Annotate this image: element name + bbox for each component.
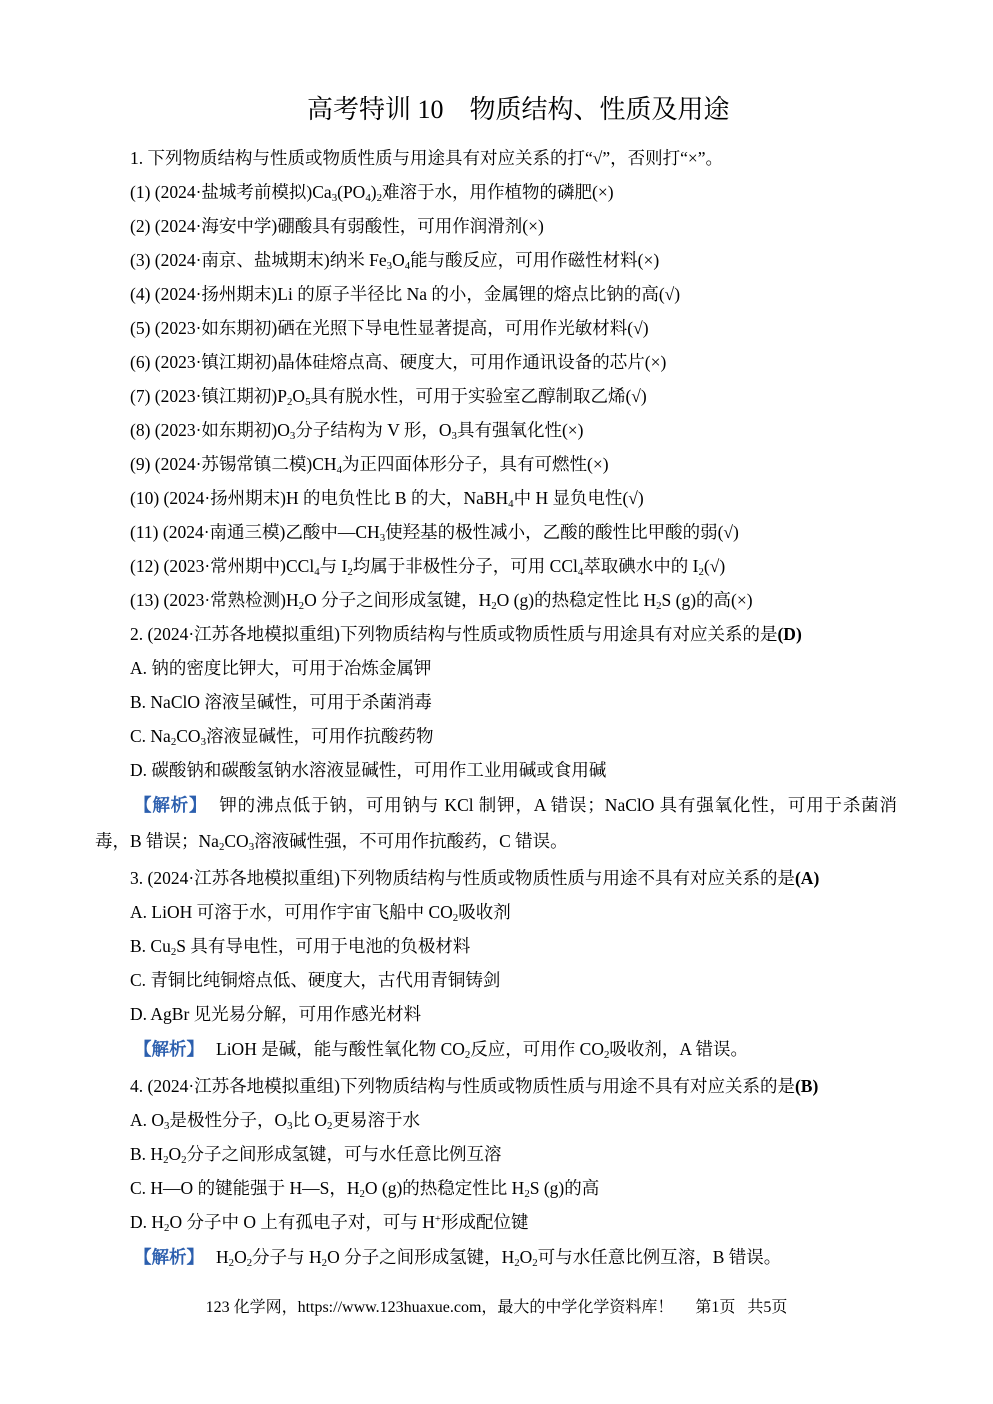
text-run: 4. (2024·江苏各地模拟重组)下列物质结构与性质或物质性质与用途不具有对应关系的是: [130, 1076, 795, 1096]
text-run: 均属于非极性分子，可用 CCl: [352, 556, 578, 576]
text-run: 具有强氧化性(×): [456, 420, 584, 440]
question-4-option-c: [95, 1171, 897, 1205]
text-run: 萃取碘水中的 I: [583, 556, 699, 576]
text-run: D. H: [130, 1212, 165, 1232]
analysis-label: 【解析】: [134, 795, 208, 815]
question-3-stem: [95, 861, 897, 895]
subscript: 2: [524, 1188, 530, 1201]
subscript: 2: [170, 946, 177, 959]
text-run: 反应，可用作 CO: [470, 1039, 604, 1059]
subscript: 5: [305, 396, 311, 409]
subscript: 2: [514, 1257, 520, 1270]
question-3-option-a: [95, 895, 897, 929]
subscript: 2: [327, 1120, 333, 1133]
text-run: (√): [703, 556, 726, 576]
question-1-item-12: [95, 549, 897, 583]
subscript: 2: [163, 1154, 169, 1167]
text-run: (10) (2024·扬州期末)H 的电负性比 B 的大，NaBH: [130, 488, 509, 508]
text-run: 更易溶于水: [332, 1110, 420, 1130]
text-run: 分子之间形成氢键，可与水任意比例互溶: [186, 1144, 502, 1164]
text-run: (PO: [337, 182, 366, 202]
question-1-item-4: [95, 277, 897, 311]
text-run: CO: [224, 831, 249, 851]
text-run: 钾的沸点低于钠，可用钠与 KCl 制钾，A 错误；NaClO 具有强氧化性，可用于杀菌消毒，B 错误；Na: [95, 795, 898, 851]
text-run: 为正四面体形分子，具有可燃性(×): [342, 454, 609, 474]
subscript: 2: [164, 1222, 170, 1235]
subscript: 4: [577, 566, 584, 579]
subscript: 2: [604, 1049, 610, 1062]
subscript: 4: [336, 464, 342, 477]
text-run: 能与酸反应，可用作磁性材料(×): [410, 250, 660, 270]
text-run: (9) (2024·苏锡常镇二模)CH: [130, 454, 337, 474]
question-2-stem: [95, 617, 897, 651]
text-run: S (g)的高(×): [661, 590, 753, 610]
subscript: 2: [656, 600, 662, 613]
subscript: 4: [314, 566, 320, 579]
text-run: B. H: [130, 1144, 164, 1164]
text-run: (12) (2023·常州期中)CCl: [130, 556, 315, 576]
text-run: S 具有导电性，可用于电池的负极材料: [176, 936, 471, 956]
text-run: (2) (2024·海安中学)硼酸具有弱酸性，可用作润滑剂(×): [130, 216, 544, 236]
text-run: 3. (2024·江苏各地模拟重组)下列物质结构与性质或物质性质与用途不具有对应关系的是: [130, 868, 795, 888]
text-run: A. O: [130, 1110, 165, 1130]
subscript: 2: [698, 566, 704, 579]
text-run: (1) (2024·盐城考前模拟)Ca: [130, 182, 332, 202]
question-1-item-6: [95, 345, 897, 379]
text-run: A. 钠的密度比钾大，可用于冶炼金属钾: [130, 658, 432, 678]
text-run: 可与水任意比例互溶，B 错误。: [537, 1247, 782, 1267]
question-1-item-8: [95, 413, 897, 447]
text-run: H: [216, 1247, 229, 1267]
text-run: O: [392, 250, 405, 270]
text-run: LiOH 是碱，能与酸性氧化物 CO: [216, 1039, 465, 1059]
question-3-analysis: [95, 1031, 897, 1067]
question-2-option-a: [95, 651, 897, 685]
subscript: 2: [170, 736, 177, 749]
subscript: 3: [451, 430, 457, 443]
subscript: 3: [289, 430, 296, 443]
subscript: 2: [321, 1257, 328, 1270]
text-run: O: [168, 1144, 182, 1164]
text-run: 难溶于水，用作植物的磷肥(×): [382, 182, 614, 202]
subscript: 2: [298, 600, 305, 613]
text-run: B. Cu: [130, 936, 171, 956]
text-run: (6) (2023·镇江期初)晶体硅熔点高、硬度大，可用作通讯设备的芯片(×): [130, 352, 667, 372]
question-2-option-d: [95, 753, 897, 787]
text-run: 1. 下列物质结构与性质或物质性质与用途具有对应关系的打“√”，否则打“×”。: [130, 148, 724, 168]
question-1-item-7: [95, 379, 897, 413]
question-1-item-1: [95, 175, 897, 209]
text-run: (7) (2023·镇江期初)P: [130, 386, 287, 406]
analysis-label: 【解析】: [134, 1039, 204, 1059]
subscript: 2: [287, 396, 293, 409]
footer-page-total: 共5页: [747, 1299, 788, 1316]
footer-page-number: 第1页: [695, 1299, 736, 1316]
text-run: O (g)的热稳定性比 H: [364, 1178, 525, 1198]
subscript: 3: [331, 192, 338, 205]
question-1-item-10: [95, 481, 897, 515]
text-run: B. NaClO 溶液呈碱性，可用于杀菌消毒: [130, 692, 432, 712]
text-run: 与 I: [319, 556, 348, 576]
text-run: (5) (2023·如东期初)硒在光照下导电性显著提高，可用作光敏材料(√): [130, 318, 649, 338]
text-run: O 分子之间形成氢键，H: [304, 590, 492, 610]
text-run: 是极性分子，O: [169, 1110, 288, 1130]
text-run: 2. (2024·江苏各地模拟重组)下列物质结构与性质或物质性质与用途具有对应关系的是: [130, 624, 778, 644]
text-run: 吸收剂，A 错误。: [609, 1039, 748, 1059]
text-run: C. H—O 的键能强于 H—S，H: [130, 1178, 360, 1198]
text-run: 溶液碱性强，不可用作抗酸药，C 错误。: [254, 831, 568, 851]
subscript: 2: [181, 1154, 187, 1167]
question-1-item-9: [95, 447, 897, 481]
question-1-item-2: [95, 209, 897, 243]
text-run: C. 青铜比纯铜熔点低、硬度大，古代用青铜铸剑: [130, 970, 501, 990]
text-run: A. LiOH 可溶于水，可用作宇宙飞船中 CO: [130, 902, 453, 922]
text-run: O 分子之间形成氢键，H: [327, 1247, 515, 1267]
question-1-item-11: [95, 515, 897, 549]
text-run: 使羟基的极性减小，乙酸的酸性比甲酸的弱(√): [385, 522, 739, 542]
subscript: 3: [386, 260, 393, 273]
question-4-option-a: [95, 1103, 897, 1137]
text-run: O: [292, 386, 306, 406]
subscript: 2: [376, 192, 382, 205]
text-run: S (g)的高: [529, 1178, 600, 1198]
text-run: (8) (2023·如东期初)O: [130, 420, 290, 440]
subscript: 3: [379, 532, 386, 545]
text-run: O: [519, 1247, 533, 1267]
text-run: O 分子中 O 上有孤电子对，可与 H: [169, 1212, 435, 1232]
subscript: 3: [248, 841, 255, 854]
subscript: 2: [491, 600, 497, 613]
question-4-option-d: [95, 1205, 897, 1239]
analysis-label: 【解析】: [134, 1247, 204, 1267]
subscript: 2: [464, 1049, 471, 1062]
answer-key: (B): [794, 1076, 819, 1096]
superscript: +: [434, 1213, 441, 1226]
text-run: O: [234, 1247, 247, 1267]
text-run: 溶液显碱性，可用作抗酸药物: [205, 726, 434, 746]
question-1-item-5: [95, 311, 897, 345]
question-1-item-3: [95, 243, 897, 277]
subscript: 4: [508, 498, 514, 511]
text-run: C. Na: [130, 726, 171, 746]
question-4-analysis: [95, 1239, 897, 1275]
question-2-option-c: [95, 719, 897, 753]
page-footer: [0, 1296, 993, 1320]
answer-key: (D): [777, 624, 802, 644]
question-3-option-d: [95, 997, 897, 1031]
subscript: 2: [228, 1257, 235, 1270]
text-run: (3) (2024·南京、盐城期末)纳米 Fe: [130, 250, 387, 270]
text-run: D. 碳酸钠和碳酸氢钠水溶液显碱性，可用作工业用碱或食用碱: [130, 760, 607, 780]
page-title: 高考特训 10 物质结构、性质及用途: [307, 95, 730, 124]
question-3-option-b: [95, 929, 897, 963]
text-run: O (g)的热稳定性比 H: [496, 590, 657, 610]
subscript: 3: [164, 1120, 170, 1133]
page-content: [95, 141, 897, 1277]
subscript: 2: [359, 1188, 365, 1201]
question-4-stem: [95, 1069, 897, 1103]
text-run: (13) (2023·常熟检测)H: [130, 590, 299, 610]
question-1-stem: [95, 141, 897, 175]
text-run: CO: [176, 726, 201, 746]
subscript: 4: [365, 192, 371, 205]
subscript: 3: [287, 1120, 293, 1133]
question-4-option-b: [95, 1137, 897, 1171]
text-run: 吸收剂: [458, 902, 511, 922]
text-run: (11) (2024·南通三模)乙酸中—CH: [130, 522, 380, 542]
subscript: 2: [452, 912, 459, 925]
question-2-analysis: [95, 787, 897, 859]
question-2-option-b: [95, 685, 897, 719]
text-run: 具有脱水性，可用于实验室乙醇制取乙烯(√): [310, 386, 647, 406]
text-run: 分子与 H: [252, 1247, 322, 1267]
footer-site-text: 123 化学网，https://www.123huaxue.com，最大的中学化学资料库！: [205, 1299, 674, 1316]
text-run: 比 O: [292, 1110, 328, 1130]
subscript: 2: [246, 1257, 253, 1270]
text-run: 形成配位键: [441, 1212, 529, 1232]
answer-key: (A): [794, 868, 820, 888]
text-run: (4) (2024·扬州期末)Li 的原子半径比 Na 的小，金属锂的熔点比钠的高(√): [130, 284, 681, 304]
text-run: D. AgBr 见光易分解，可用作感光材料: [130, 1004, 422, 1024]
question-3-option-c: [95, 963, 897, 997]
subscript: 3: [200, 736, 206, 749]
subscript: 4: [404, 260, 411, 273]
question-1-item-13: [95, 583, 897, 617]
subscript: 2: [218, 841, 225, 854]
subscript: 2: [347, 566, 353, 579]
text-run: ): [370, 182, 377, 202]
text-run: 分子结构为 V 形，O: [295, 420, 452, 440]
text-run: 中 H 显负电性(√): [513, 488, 644, 508]
subscript: 2: [532, 1257, 538, 1270]
